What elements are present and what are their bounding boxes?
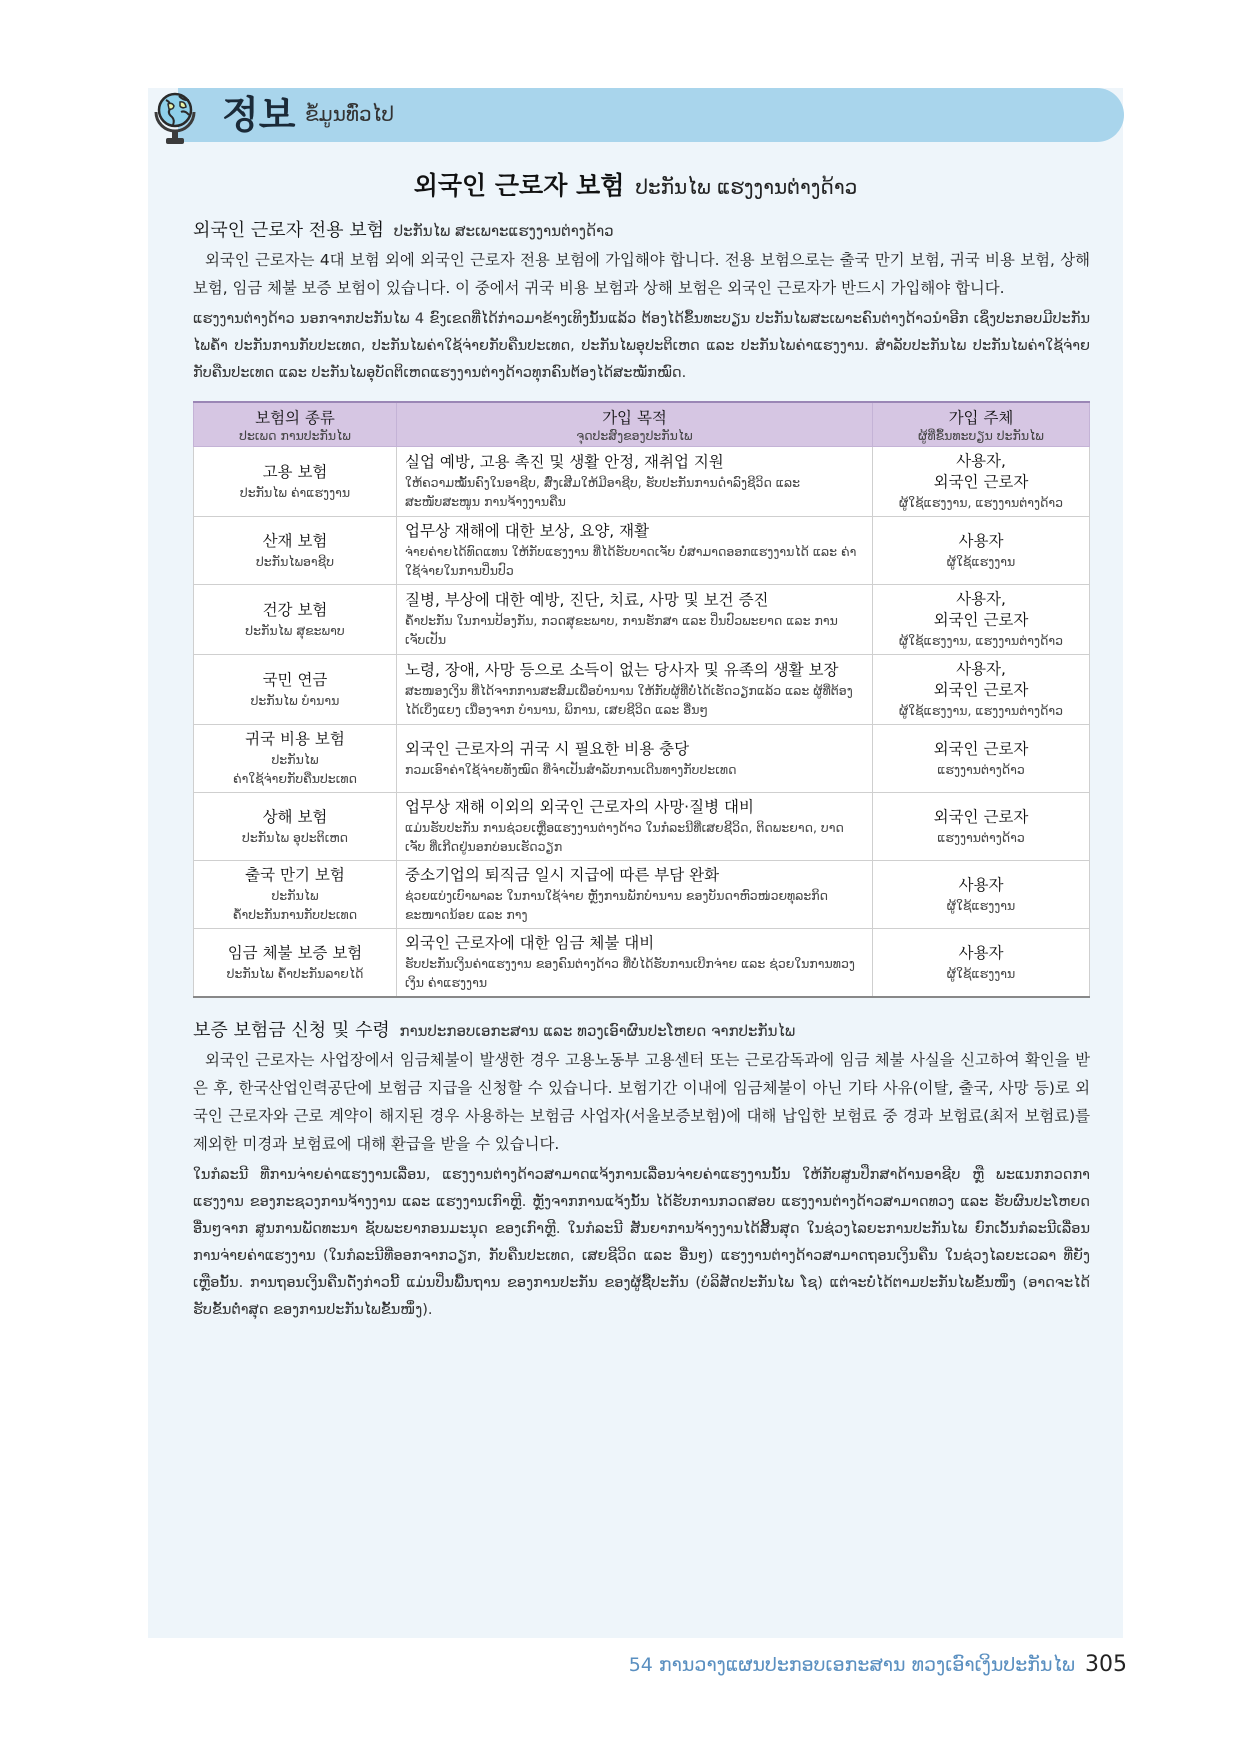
- cell-purpose-ko: 질병, 부상에 대한 예방, 진단, 치료, 사망 및 보건 증진: [405, 591, 769, 609]
- cell-purpose-ko: 중소기업의 퇴직금 일시 지급에 따른 부담 완화: [405, 866, 720, 884]
- cell-type-lo: ປະກັນໄພ ບຳນານ: [250, 692, 340, 708]
- cell-purpose-ko: 외국인 근로자에 대한 임금 체불 대비: [405, 934, 655, 952]
- header-type: [194, 402, 397, 447]
- cell-subject-ko: 외국인 근로자: [933, 739, 1029, 758]
- cell-type: [194, 517, 397, 585]
- cell-type: [194, 725, 397, 793]
- table-row: [194, 655, 1090, 725]
- header-title: 정보: [222, 93, 296, 137]
- table-header-row: [194, 402, 1090, 447]
- cell-subject-ko: 사용자: [958, 943, 1004, 962]
- cell-purpose-lo: ຮັບປະກັນເງິນຄ່າແຮງງານ ຂອງຄົນຕ່າງດ້າວ ທີ່ບໍ່ໄດ້ຮັບການເບີກຈ່າຍ ແລະ ຊ່ວຍໃນການທວງເງິນ ຄ່າແຮງງານ: [405, 956, 855, 990]
- cell-purpose-lo: ຈ່າຍຄ່າຍໄດ້ທົດແທນ ໃຫ້ກັບແຮງງານ ທີ່ໄດ້ຮັບບາດເຈັບ ບໍ່ສາມາດອອກແຮງງານໄດ້ ແລະ ຄ່າໃຊ້ຈ່າຍໃນການປິ່ນປົວ: [405, 544, 857, 578]
- header-type-lo: ປະເພດ ການປະກັນໄພ: [239, 428, 351, 443]
- header-subject-lo: ຜູ້ທີ່ຂຶ້ນທະບຽນ ປະກັນໄພ: [918, 428, 1044, 443]
- cell-subject-ko: 사용자, 외국인 근로자: [933, 452, 1029, 491]
- cell-subject: [873, 929, 1090, 998]
- cell-purpose: [397, 585, 873, 655]
- section1-paragraph-lo: ແຮງງານຕ່າງດ້າວ ນອກຈາກປະກັນໄພ 4 ຂົງເຂດທີ່ໄດ້ກ່າວມາຂ້າງເທິງນັ້ນແລ້ວ ຕ້ອງໄດ້ຂຶ້ນທະບຽນ ປະກັນໄພສະເພາະຄົນຕ່າງດ້າວນຳອີກ ເຊິ່ງປະກອບມີປະກັນໄພຄ້ຳ ປະກັນການກັບປະເທດ, ປະກັນໄພຄ່າໃຊ້ຈ່າຍກັບຄືນປະເທດ, ປະກັນໄພອຸປະຕິເຫດ ແລະ ປະກັນໄພຄ່າແຮງງານ. ສຳລັບປະກັນໄພ ປະກັນໄພຄ່າໃຊ້ຈ່າຍ ກັບຄືນປະເທດ ແລະ ປະກັນໄພອຸບັດຕິເຫດແຮງງານຕ່າງດ້າວທຸກຄົນຕ້ອງໄດ້ສະໝັກໝົດ.: [193, 311, 1090, 381]
- cell-subject-lo: ຜູ້ໃຊ້ແຮງງານ: [946, 965, 1016, 981]
- section2-title-lo: ການປະກອບເອກະສານ ແລະ ທວງເອົາຜົນປະໂຫຍດ ຈາກປະກັນໄພ: [399, 1022, 796, 1040]
- section1-title-lo: ປະກັນໄພ ສະເພາະແຮງງານຕ່າງດ້າວ: [393, 222, 614, 240]
- main-title-lo: ປະກັນໄພ ແຮງງານຕ່າງດ້າວ: [635, 175, 858, 199]
- section1-title: [193, 216, 1090, 242]
- cell-purpose-lo: ສະໜອງເງິນ ທີ່ໄດ້ຈາກການສະສົມເພື່ອບຳນານ ໃຫ້ກັບຜູ້ທີ່ບໍ່ໄດ້ເຮັດວຽກແລ້ວ ແລະ ຜູ້ທີ່ຕ້ອງໄດ້ເບິ່ງແຍງ ເນື່ອງຈາກ ບຳນານ, ພິການ, ເສຍຊີວິດ ແລະ ອື່ນໆ: [405, 683, 853, 717]
- cell-type-lo: ປະກັນໄພ ຄ້ຳປະກັນການກັບປະເທດ: [232, 888, 358, 922]
- cell-subject-lo: ແຮງງານຕ່າງດ້າວ: [937, 829, 1025, 845]
- cell-subject: [873, 585, 1090, 655]
- cell-subject: [873, 517, 1090, 585]
- cell-purpose-lo: ຄ້ຳປະກັນ ໃນການປ້ອງກັນ, ກວດສຸຂະພາບ, ການຮັກສາ ແລະ ປິ່ນປົວພະຍາດ ແລະ ການເຈັບເປັນ: [405, 613, 838, 647]
- cell-subject-lo: ຜູ້ໃຊ້ແຮງງານ, ແຮງງານຕ່າງດ້າວ: [898, 633, 1064, 648]
- cell-type: [194, 585, 397, 655]
- cell-subject-ko: 사용자, 외국인 근로자: [933, 590, 1029, 629]
- main-title-ko: 외국인 근로자 보험: [413, 171, 625, 200]
- footer: [629, 1652, 1127, 1677]
- cell-type-lo: ປະກັນໄພ ຄ້ຳປະກັນລາຍໄດ້: [226, 965, 364, 981]
- table-row: [194, 585, 1090, 655]
- header-purpose: [397, 402, 873, 447]
- cell-subject-lo: ຜູ້ໃຊ້ແຮງງານ, ແຮງງານຕ່າງດ້າວ: [898, 495, 1064, 510]
- cell-type-lo: ປະກັນໄພອາຊີບ: [255, 553, 335, 569]
- cell-purpose: [397, 655, 873, 725]
- cell-type-ko: 임금 체불 보증 보험: [227, 943, 363, 962]
- section1-paragraph-ko: 외국인 근로자는 4대 보험 외에 외국인 근로자 전용 보험에 가입해야 합니다. 전용 보험으로는 출국 만기 보험, 귀국 비용 보험, 상해 보험, 임금 체불 보증 보험이 있습니다. 이 중에서 귀국 비용 보험과 상해 보험은 외국인 근로자가 반드시 가입해야 합니다.: [193, 251, 1090, 297]
- table-row: [194, 725, 1090, 793]
- content: [193, 216, 1090, 1324]
- header-purpose-lo: ຈຸດປະສົງຂອງປະກັນໄພ: [576, 428, 693, 443]
- cell-type-ko: 산재 보험: [262, 531, 328, 550]
- cell-subject-lo: ຜູ້ໃຊ້ແຮງງານ, ແຮງງານຕ່າງດ້າວ: [898, 703, 1064, 718]
- cell-type: [194, 655, 397, 725]
- cell-type: [194, 929, 397, 998]
- table-row: [194, 447, 1090, 517]
- cell-purpose: [397, 725, 873, 793]
- cell-type-ko: 상해 보험: [262, 807, 328, 826]
- cell-purpose: [397, 929, 873, 998]
- cell-subject-ko: 외국인 근로자: [933, 807, 1029, 826]
- table-row: [194, 517, 1090, 585]
- cell-purpose-ko: 실업 예방, 고용 촉진 및 생활 안정, 재취업 지원: [405, 453, 724, 471]
- cell-type-ko: 고용 보험: [262, 462, 328, 481]
- cell-purpose-ko: 노령, 장애, 사망 등으로 소득이 없는 당사자 및 유족의 생활 보장: [405, 661, 839, 679]
- section2-paragraph-lo: ໃນກໍລະນີ ທີ່ການຈ່າຍຄ່າແຮງງານເລື່ອນ, ແຮງງານຕ່າງດ້າວສາມາດແຈ້ງການເລື່ອນຈ່າຍຄ່າແຮງງານນັ້ນ ໃຫ້ກັບສູນປຶກສາດ້ານອາຊີບ ຫຼື ພະແນກກວດກາແຮງງານ ຂອງກະຊວງການຈ້າງງານ ແລະ ແຮງງານເກົາຫຼີ. ຫຼັງຈາກການແຈ້ງນັ້ນ ໄດ້ຮັບການກວດສອບ ແຮງງານຕ່າງດ້າວສາມາດທວງ ແລະ ຮັບຜົນປະໂຫຍດອື່ນໆຈາກ ສູນການພັດທະນາ ຊັບພະຍາກອນມະນຸດ ຂອງເກົາຫຼີ. ໃນກໍລະນີ ສັນຍາການຈ້າງງານໄດ້ສິ້ນສຸດ ໃນຊ່ວງໄລຍະການປະກັນໄພ ຍົກເວັ້ນກໍລະນີເລື່ອນການຈ່າຍຄ່າແຮງງານ (ໃນກໍລະນີທີ່ອອກຈາກວຽກ, ກັບຄືນປະເທດ, ເສຍຊີວິດ ແລະ ອື່ນໆ) ແຮງງານຕ່າງດ້າວສາມາດຖອນເງິນຄືນ ໃນຊ່ວງໄລຍະເວລາ ທີ່ຍັງເຫຼືອນັ້ນ. ການຖອນເງິນຄືນດັ່ງກ່າວນີ້ ແມ່ນປິ່ນພື້ນຖານ ຂອງການປະກັນ ຂອງຜູ້ຊື້ປະກັນ (ບໍລິສັດປະກັນໄພ ໂຊ) ແຕ່ຈະບໍ່ໄດ້ຕາມປະກັນໄພຂັ້ນໜຶ່ງ (ອາດຈະໄດ້ຮັບຂັ້ນຕ່ຳສຸດ ຂອງການປະກັນໄພຂັ້ນໜຶ່ງ).: [193, 1167, 1090, 1318]
- section2-title: [193, 1016, 1090, 1042]
- cell-purpose-lo: ໃຫ້ຄວາມໝັ້ນຄົງໃນອາຊີບ, ສົ່ງເສີມໃຫ້ມີອາຊີບ, ຮັບປະກັນການດຳລົງຊີວິດ ແລະ ສະໜັບສະໜູນ ການຈ້າງງານຄືນ: [405, 475, 801, 509]
- insurance-table: [193, 401, 1090, 998]
- cell-type-lo: ປະກັນໄພ ຄ່າໃຊ້ຈ່າຍກັບຄືນປະເທດ: [233, 752, 357, 786]
- section1-title-ko: 외국인 근로자 전용 보험: [193, 220, 385, 241]
- cell-purpose-ko: 업무상 재해 이외의 외국인 근로자의 사망·질병 대비: [405, 798, 754, 816]
- cell-subject-lo: ແຮງງານຕ່າງດ້າວ: [937, 761, 1025, 777]
- cell-subject-lo: ຜູ້ໃຊ້ແຮງງານ: [946, 553, 1016, 569]
- cell-subject: [873, 447, 1090, 517]
- cell-type: [194, 447, 397, 517]
- cell-subject: [873, 793, 1090, 861]
- cell-type: [194, 861, 397, 929]
- table-row: [194, 929, 1090, 998]
- cell-type-ko: 귀국 비용 보험: [245, 730, 345, 748]
- cell-purpose: [397, 517, 873, 585]
- cell-type-ko: 출국 만기 보험: [245, 866, 345, 884]
- globe-icon: [146, 86, 204, 148]
- cell-purpose-ko: 업무상 재해에 대한 보상, 요양, 재활: [405, 522, 650, 540]
- cell-type-ko: 건강 보험: [262, 600, 328, 619]
- header-subject: [873, 402, 1090, 447]
- section2-title-ko: 보증 보험금 신청 및 수령: [193, 1020, 390, 1041]
- cell-subject-lo: ຜູ້ໃຊ້ແຮງງານ: [946, 897, 1016, 913]
- cell-type: [194, 793, 397, 861]
- footer-chapter: 54 ການວາງແຜນປະກອບເອກະສານ ທວງເອົາເງິນປະກັນໄພ: [628, 1654, 1075, 1676]
- table-row: [194, 793, 1090, 861]
- cell-subject-ko: 사용자: [958, 531, 1004, 550]
- header-type-ko: 보험의 종류: [255, 409, 335, 427]
- cell-subject-ko: 사용자: [958, 875, 1004, 894]
- cell-type-ko: 국민 연금: [262, 670, 328, 689]
- cell-purpose-lo: ກວມເອົາຄ່າໃຊ້ຈ່າຍທັງໝົດ ທີ່ຈຳເປັນສຳລັບການເດີນທາງກັບປະເທດ: [405, 761, 737, 777]
- cell-subject: [873, 725, 1090, 793]
- cell-type-lo: ປະກັນໄພ ອຸປະຕິເຫດ: [242, 829, 348, 845]
- cell-purpose: [397, 861, 873, 929]
- header-purpose-ko: 가입 목적: [602, 409, 667, 427]
- section2-paragraph-ko: 외국인 근로자는 사업장에서 임금체불이 발생한 경우 고용노동부 고용센터 또는 근로감독과에 임금 체불 사실을 신고하여 확인을 받은 후, 한국산업인력공단에 보험금 지급을 신청할 수 있습니다. 보험기간 이내에 임금체불이 아닌 기타 사유(이탈, 출국, 사망 등)로 외국인 근로자와 근로 계약이 해지된 경우 사용하는 보험금 사업자(서울보증보험)에 대해 납입한 보험료 중 경과 보험료(최저 보험료)를 제외한 미경과 보험료에 대해 환급을 받을 수 있습니다.: [193, 1051, 1090, 1153]
- cell-purpose-lo: ແມ່ນຮັບປະກັນ ການຊ່ວຍເຫຼືອແຮງງານຕ່າງດ້າວ ໃນກໍລະນີທີ່ເສຍຊີວິດ, ຕິດພະຍາດ, ບາດເຈັບ ທີ່ເກີດຢູ່ນອກບ່ອນເຮັດວຽກ: [405, 820, 844, 854]
- header-subtitle: ຂໍ້ມູນທົ່ວໄປ: [305, 102, 394, 126]
- page-number: 305: [1085, 1652, 1127, 1677]
- cell-purpose-lo: ຊ່ວຍແບ່ງເບົາພາລະ ໃນການໃຊ້ຈ່າຍ ຫຼັງການພັກບຳນານ ຂອງບັນດາຫົວໜ່ວຍທຸລະກິດຂະໜາດນ້ອຍ ແລະ ກາງ: [405, 888, 829, 922]
- cell-type-lo: ປະກັນໄພ ຄ່າແຮງງານ: [239, 484, 351, 500]
- cell-subject: [873, 655, 1090, 725]
- cell-purpose: [397, 447, 873, 517]
- cell-purpose: [397, 793, 873, 861]
- table-row: [194, 861, 1090, 929]
- cell-subject-ko: 사용자, 외국인 근로자: [933, 660, 1029, 699]
- cell-subject: [873, 861, 1090, 929]
- cell-type-lo: ປະກັນໄພ ສຸຂະພາບ: [245, 622, 345, 638]
- header-subject-ko: 가입 주체: [948, 409, 1014, 427]
- cell-purpose-ko: 외국인 근로자의 귀국 시 필요한 비용 충당: [405, 739, 690, 758]
- main-title: [148, 166, 1123, 202]
